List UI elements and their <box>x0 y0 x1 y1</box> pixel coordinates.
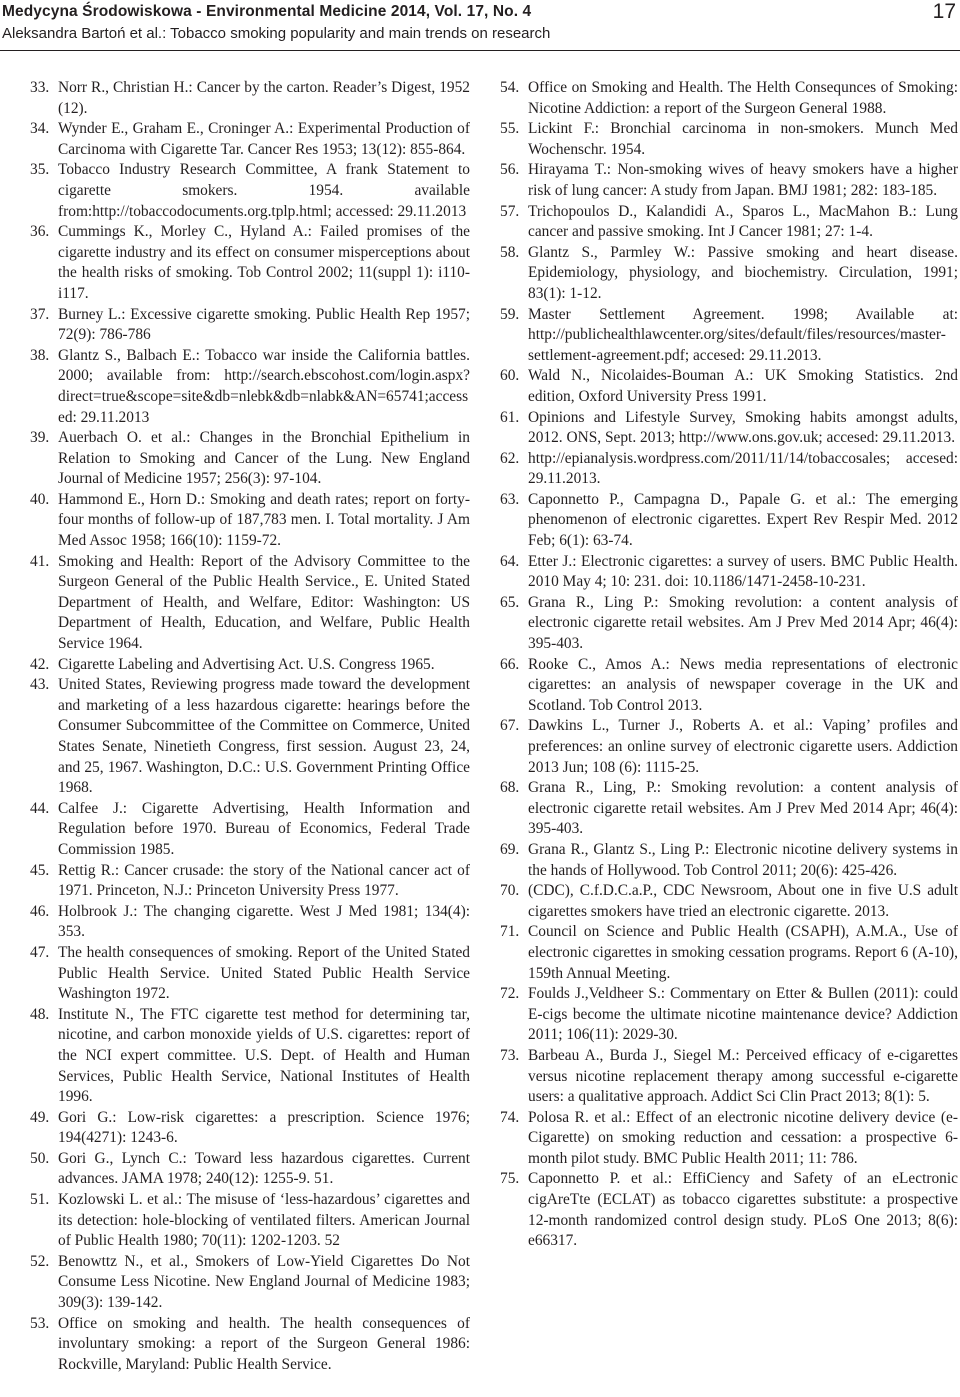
reference-item <box>30 222 470 304</box>
reference-item <box>30 490 470 552</box>
reference-number: 49. <box>30 1108 50 1126</box>
reference-text: Master Settlement Agreement. 1998; Available at: http://publichealthlawcenter.org/sites/default/files/resources/master-settlement-agreement.pdf; accesed: 29.11.2013. <box>528 305 958 364</box>
references-left-column <box>30 78 470 1375</box>
reference-number: 70. <box>500 882 520 900</box>
reference-item <box>30 799 470 861</box>
reference-number: 64. <box>500 552 520 570</box>
reference-number: 35. <box>30 161 50 179</box>
reference-number: 48. <box>30 1005 50 1023</box>
reference-text: The health consequences of smoking. Report of the United Stated Public Health Service. United Stated Public Health Service Washington 1972. <box>58 943 470 1003</box>
reference-item <box>500 778 960 840</box>
reference-text: Cummings K., Morley C., Hyland A.: Failed promises of the cigarette industry and its effect on consumer misperceptions about the health risks of smoking. Tob Control 2002; 11(suppl 1): i110-i117. <box>58 223 470 302</box>
reference-text: Holbrook J.: The changing cigarette. West J Med 1981; 134(4): 353. <box>58 902 470 941</box>
reference-item <box>500 881 960 922</box>
reference-text: Foulds J.,Veldheer S.: Commentary on Etter & Bullen (2011): could E-cigs become the ultimate nicotine maintenance device? Addiction 2011; 106(11): 2029-30. <box>528 985 958 1044</box>
reference-number: 74. <box>500 1108 520 1126</box>
reference-item <box>500 1169 960 1251</box>
reference-text: Dawkins L., Turner J., Roberts A. et al.: Vaping’ profiles and preferences: an online survey of electronic cigarette users. Addiction 2013 Jun; 108 (6): 1115-25. <box>528 717 958 776</box>
reference-number: 69. <box>500 840 520 858</box>
reference-item <box>500 243 960 305</box>
reference-number: 56. <box>500 161 520 179</box>
references-right-column <box>500 78 960 1252</box>
reference-item <box>30 78 470 119</box>
reference-text: Tobacco Industry Research Committee, A frank Statement to cigarette smokers. 1954. available from:http://tobaccodocuments.org.tplp.html; accessed: 29.11.2013 <box>58 161 470 220</box>
reference-text: (CDC), C.f.D.C.a.P., CDC Newsroom, About one in five U.S adult cigarettes smokers have tried an electronic cigarette. 2013. <box>528 882 958 920</box>
reference-item <box>500 78 960 119</box>
reference-item <box>500 655 960 717</box>
reference-number: 36. <box>30 223 50 241</box>
reference-number: 75. <box>500 1170 520 1188</box>
reference-number: 68. <box>500 779 520 797</box>
reference-item <box>30 1190 470 1252</box>
reference-text: Smoking and Health: Report of the Advisory Committee to the Surgeon General of the Public Health Service., E. United Stated Department of Health, and Welfare, Editor: Washington: US Department of Health, Education, and Welfare, Public Health Service 1964. <box>58 552 470 653</box>
reference-text: Trichopoulos D., Kalandidi A., Sparos L., MacMahon B.: Lung cancer and passive smoking. Int J Cancer 1981; 27: 1-4. <box>528 202 958 241</box>
reference-item <box>500 593 960 655</box>
reference-number: 51. <box>30 1191 50 1209</box>
reference-text: Hirayama T.: Non-smoking wives of heavy smokers have a higher risk of lung cancer: A study from Japan. BMJ 1981; 282: 183-185. <box>528 161 958 199</box>
reference-number: 72. <box>500 985 520 1003</box>
reference-number: 66. <box>500 655 520 673</box>
reference-item <box>500 490 960 552</box>
reference-number: 52. <box>30 1252 50 1270</box>
page-number: 17 <box>932 0 956 23</box>
reference-text: Caponnetto P., Campagna D., Papale G. et al.: The emerging phenomenon of electronic cigarettes. Expert Rev Respir Med. 2012 Feb; 6(1): 63-74. <box>528 490 958 550</box>
reference-number: 59. <box>500 305 520 323</box>
reference-item <box>500 840 960 881</box>
reference-item <box>500 1046 960 1108</box>
reference-number: 67. <box>500 717 520 735</box>
header-rule <box>0 50 960 51</box>
reference-number: 53. <box>30 1314 50 1332</box>
reference-item <box>30 902 470 943</box>
reference-number: 61. <box>500 408 520 426</box>
journal-title: Medycyna Środowiskowa - Environmental Medicine 2014, Vol. 17, No. 4 <box>2 3 532 20</box>
reference-text: Wald N., Nicolaides-Bouman A.: UK Smoking Statistics. 2nd edition, Oxford University Press 1991. <box>528 367 958 405</box>
reference-number: 37. <box>30 305 50 323</box>
reference-text: Gori G., Lynch C.: Toward less hazardous cigarettes. Current advances. JAMA 1978; 240(12): 1255-9. 51. <box>58 1149 470 1188</box>
reference-item <box>30 675 470 799</box>
reference-number: 44. <box>30 799 50 817</box>
reference-text: Office on Smoking and Health. The Helth Consequnces of Smoking: Nicotine Addiction: a report of the Surgeon General 1988. <box>528 79 958 117</box>
reference-number: 57. <box>500 202 520 220</box>
reference-number: 34. <box>30 120 50 138</box>
reference-item <box>30 119 470 160</box>
reference-number: 58. <box>500 243 520 261</box>
reference-number: 43. <box>30 676 50 694</box>
reference-item <box>30 861 470 902</box>
reference-item <box>30 428 470 490</box>
reference-item <box>30 655 470 676</box>
reference-text: Glantz S., Balbach E.: Tobacco war inside the California battles. 2000; available from: http://search.ebscohost.com/login.aspx?direct=true&scope=site&db=nlebk&db=nlabk&AN=65741;accessed: 29.11.2013 <box>58 346 470 426</box>
reference-text: Wynder E., Graham E., Croninger A.: Experimental Production of Carcinoma with Cigarette Tar. Cancer Res 1953; 13(12): 855-864. <box>58 120 470 158</box>
reference-item <box>500 1108 960 1170</box>
reference-text: Office on smoking and health. The health consequences of involuntary smoking: a report of the Surgeon General 1986: Rockville, Maryland: Public Health Service. <box>58 1314 470 1373</box>
reference-text: Grana R., Ling P.: Smoking revolution: a content analysis of electronic cigarette retail websites. Am J Prev Med 2014 Apr; 46(4): 395-403. <box>528 593 958 653</box>
reference-text: Cigarette Labeling and Advertising Act. U.S. Congress 1965. <box>58 655 435 673</box>
reference-item <box>500 552 960 593</box>
reference-text: Institute N., The FTC cigarette test method for determining tar, nicotine, and carbon monoxide yields of U.S. cigarettes: report of the NCI expert committee. U.S. Dept. of Health and Human Services, Public Health Service, National Institutes of Health 1996. <box>58 1005 470 1106</box>
reference-number: 38. <box>30 346 50 364</box>
reference-text: Opinions and Lifestyle Survey, Smoking habits amongst adults, 2012. ONS, Sept. 2013; http://www.ons.gov.uk; accesed: 29.11.2013. <box>528 408 958 447</box>
reference-text: Rooke C., Amos A.: News media representations of electronic cigarettes: an analysis of newspaper coverage in the UK and Scotland. Tob Control 2013. <box>528 655 958 714</box>
reference-item <box>30 1005 470 1108</box>
reference-item <box>30 346 470 428</box>
reference-item <box>500 202 960 243</box>
reference-text: Council on Science and Public Health (CSAPH), A.M.A., Use of electronic cigarettes in smoking cessation programs. Report 6 (A-10), 159th Annual Meeting. <box>528 923 958 982</box>
reference-item <box>500 366 960 407</box>
reference-number: 39. <box>30 429 50 447</box>
page-header <box>0 0 960 48</box>
reference-text: Hammond E., Horn D.: Smoking and death rates; report on forty-four months of follow-up of 187,783 men. I. Total mortality. J Am Med Assoc 1958; 166(10): 1159-72. <box>58 490 470 550</box>
reference-item <box>500 449 960 490</box>
reference-item <box>500 984 960 1046</box>
reference-number: 41. <box>30 552 50 570</box>
reference-number: 63. <box>500 490 520 508</box>
reference-number: 33. <box>30 79 50 96</box>
reference-number: 55. <box>500 120 520 138</box>
reference-item <box>500 716 960 778</box>
reference-item <box>30 305 470 346</box>
reference-number: 46. <box>30 902 50 920</box>
reference-text: United States, Reviewing progress made toward the development and marketing of a less hazardous cigarette: hearings before the Consumer Subcommittee of the Committee on Commerce, United States Senate, Ninetieth Congress, first session. August 23, 24, and 25, 1967. Washington, D.C.: U.S. Government Printing Office 1968. <box>58 676 470 797</box>
reference-item <box>30 1149 470 1190</box>
reference-item <box>500 922 960 984</box>
reference-text: Burney L.: Excessive cigarette smoking. Public Health Rep 1957; 72(9): 786-786 <box>58 305 470 344</box>
running-head: Aleksandra Bartoń et al.: Tobacco smoking popularity and main trends on research <box>2 25 551 42</box>
reference-text: Polosa R. et al.: Effect of an electronic nicotine delivery device (e-Cigarette) on smoking reduction and cessation: a prospective 6-month pilot study. BMC Public Health 2011; 11: 786. <box>528 1108 958 1167</box>
reference-number: 54. <box>500 79 520 96</box>
reference-number: 45. <box>30 861 50 879</box>
reference-text: Grana R., Glantz S., Ling P.: Electronic nicotine delivery systems in the hands of Hollywood. Tob Control 2011; 20(6): 425-426. <box>528 840 958 879</box>
reference-text: Glantz S., Parmley W.: Passive smoking and heart disease. Epidemiology, physiology, and biochemistry. Circulation, 1991; 83(1): 1-12. <box>528 243 958 302</box>
reference-text: Rettig R.: Cancer crusade: the story of the National cancer act of 1971. Princeton, N.J.: Princeton University Press 1977. <box>58 861 470 900</box>
reference-number: 47. <box>30 943 50 961</box>
reference-item <box>500 408 960 449</box>
reference-number: 65. <box>500 593 520 611</box>
reference-number: 60. <box>500 367 520 385</box>
reference-item <box>500 119 960 160</box>
reference-number: 71. <box>500 923 520 941</box>
reference-item <box>30 1108 470 1149</box>
reference-text: Auerbach O. et al.: Changes in the Bronchial Epithelium in Relation to Smoking and Cancer of the Lung. New England Journal of Medicine 1957; 256(3): 97-104. <box>58 429 470 488</box>
reference-number: 40. <box>30 490 50 508</box>
reference-item <box>30 160 470 222</box>
reference-item <box>30 1314 470 1376</box>
reference-number: 50. <box>30 1149 50 1167</box>
reference-text: Benowttz N., et al., Smokers of Low-Yield Cigarettes Do Not Consume Less Nicotine. New England Journal of Medicine 1983; 309(3): 139-142. <box>58 1252 470 1312</box>
reference-text: Kozlowski L. et al.: The misuse of ‘less-hazardous’ cigarettes and its detection: hole-blocking of ventilated filters. American Journal of Public Health 1980; 70(11): 1202-1203. 52 <box>58 1191 470 1250</box>
reference-text: Lickint F.: Bronchial carcinoma in non-smokers. Munch Med Wochenschr. 1954. <box>528 120 958 158</box>
reference-item <box>30 1252 470 1314</box>
reference-item <box>30 552 470 655</box>
reference-text: Gori G.: Low-risk cigarettes: a prescription. Science 1976; 194(4271): 1243-6. <box>58 1108 470 1147</box>
reference-text: Norr R., Christian H.: Cancer by the carton. Reader’s Digest, 1952 (12). <box>58 79 470 117</box>
reference-number: 42. <box>30 655 50 673</box>
reference-number: 73. <box>500 1046 520 1064</box>
reference-text: Etter J.: Electronic cigarettes: a survey of users. BMC Public Health. 2010 May 4; 10: 231. doi: 10.1186/1471-2458-10-231. <box>528 552 958 591</box>
reference-number: 62. <box>500 449 520 467</box>
reference-text: http://epianalysis.wordpress.com/2011/11/14/tobaccosales; accesed: 29.11.2013. <box>528 449 958 488</box>
reference-item <box>500 160 960 201</box>
reference-item <box>30 943 470 1005</box>
reference-item <box>500 305 960 367</box>
reference-text: Caponnetto P. et al.: EffiCiency and Safety of an eLectronic cigAreTte (ECLAT) as tobacco cigarettes substitute: a prospective 12-month randomized control design study. PLoS One 2013; 8(6): e66317. <box>528 1170 958 1250</box>
reference-text: Grana R., Ling, P.: Smoking revolution: a content analysis of electronic cigarette retail websites. Am J Prev Med 2014 Apr; 46(4): 395-403. <box>528 779 958 838</box>
reference-text: Calfee J.: Cigarette Advertising, Health Information and Regulation before 1970. Bureau of Economics, Federal Trade Commission 1985. <box>58 799 470 858</box>
reference-text: Barbeau A., Burda J., Siegel M.: Perceived efficacy of e-cigarettes versus nicotine replacement therapy among successful e-cigarette users: a qualitative approach. Addict Sci Clin Pract 2013; 8(1): 5. <box>528 1046 958 1106</box>
